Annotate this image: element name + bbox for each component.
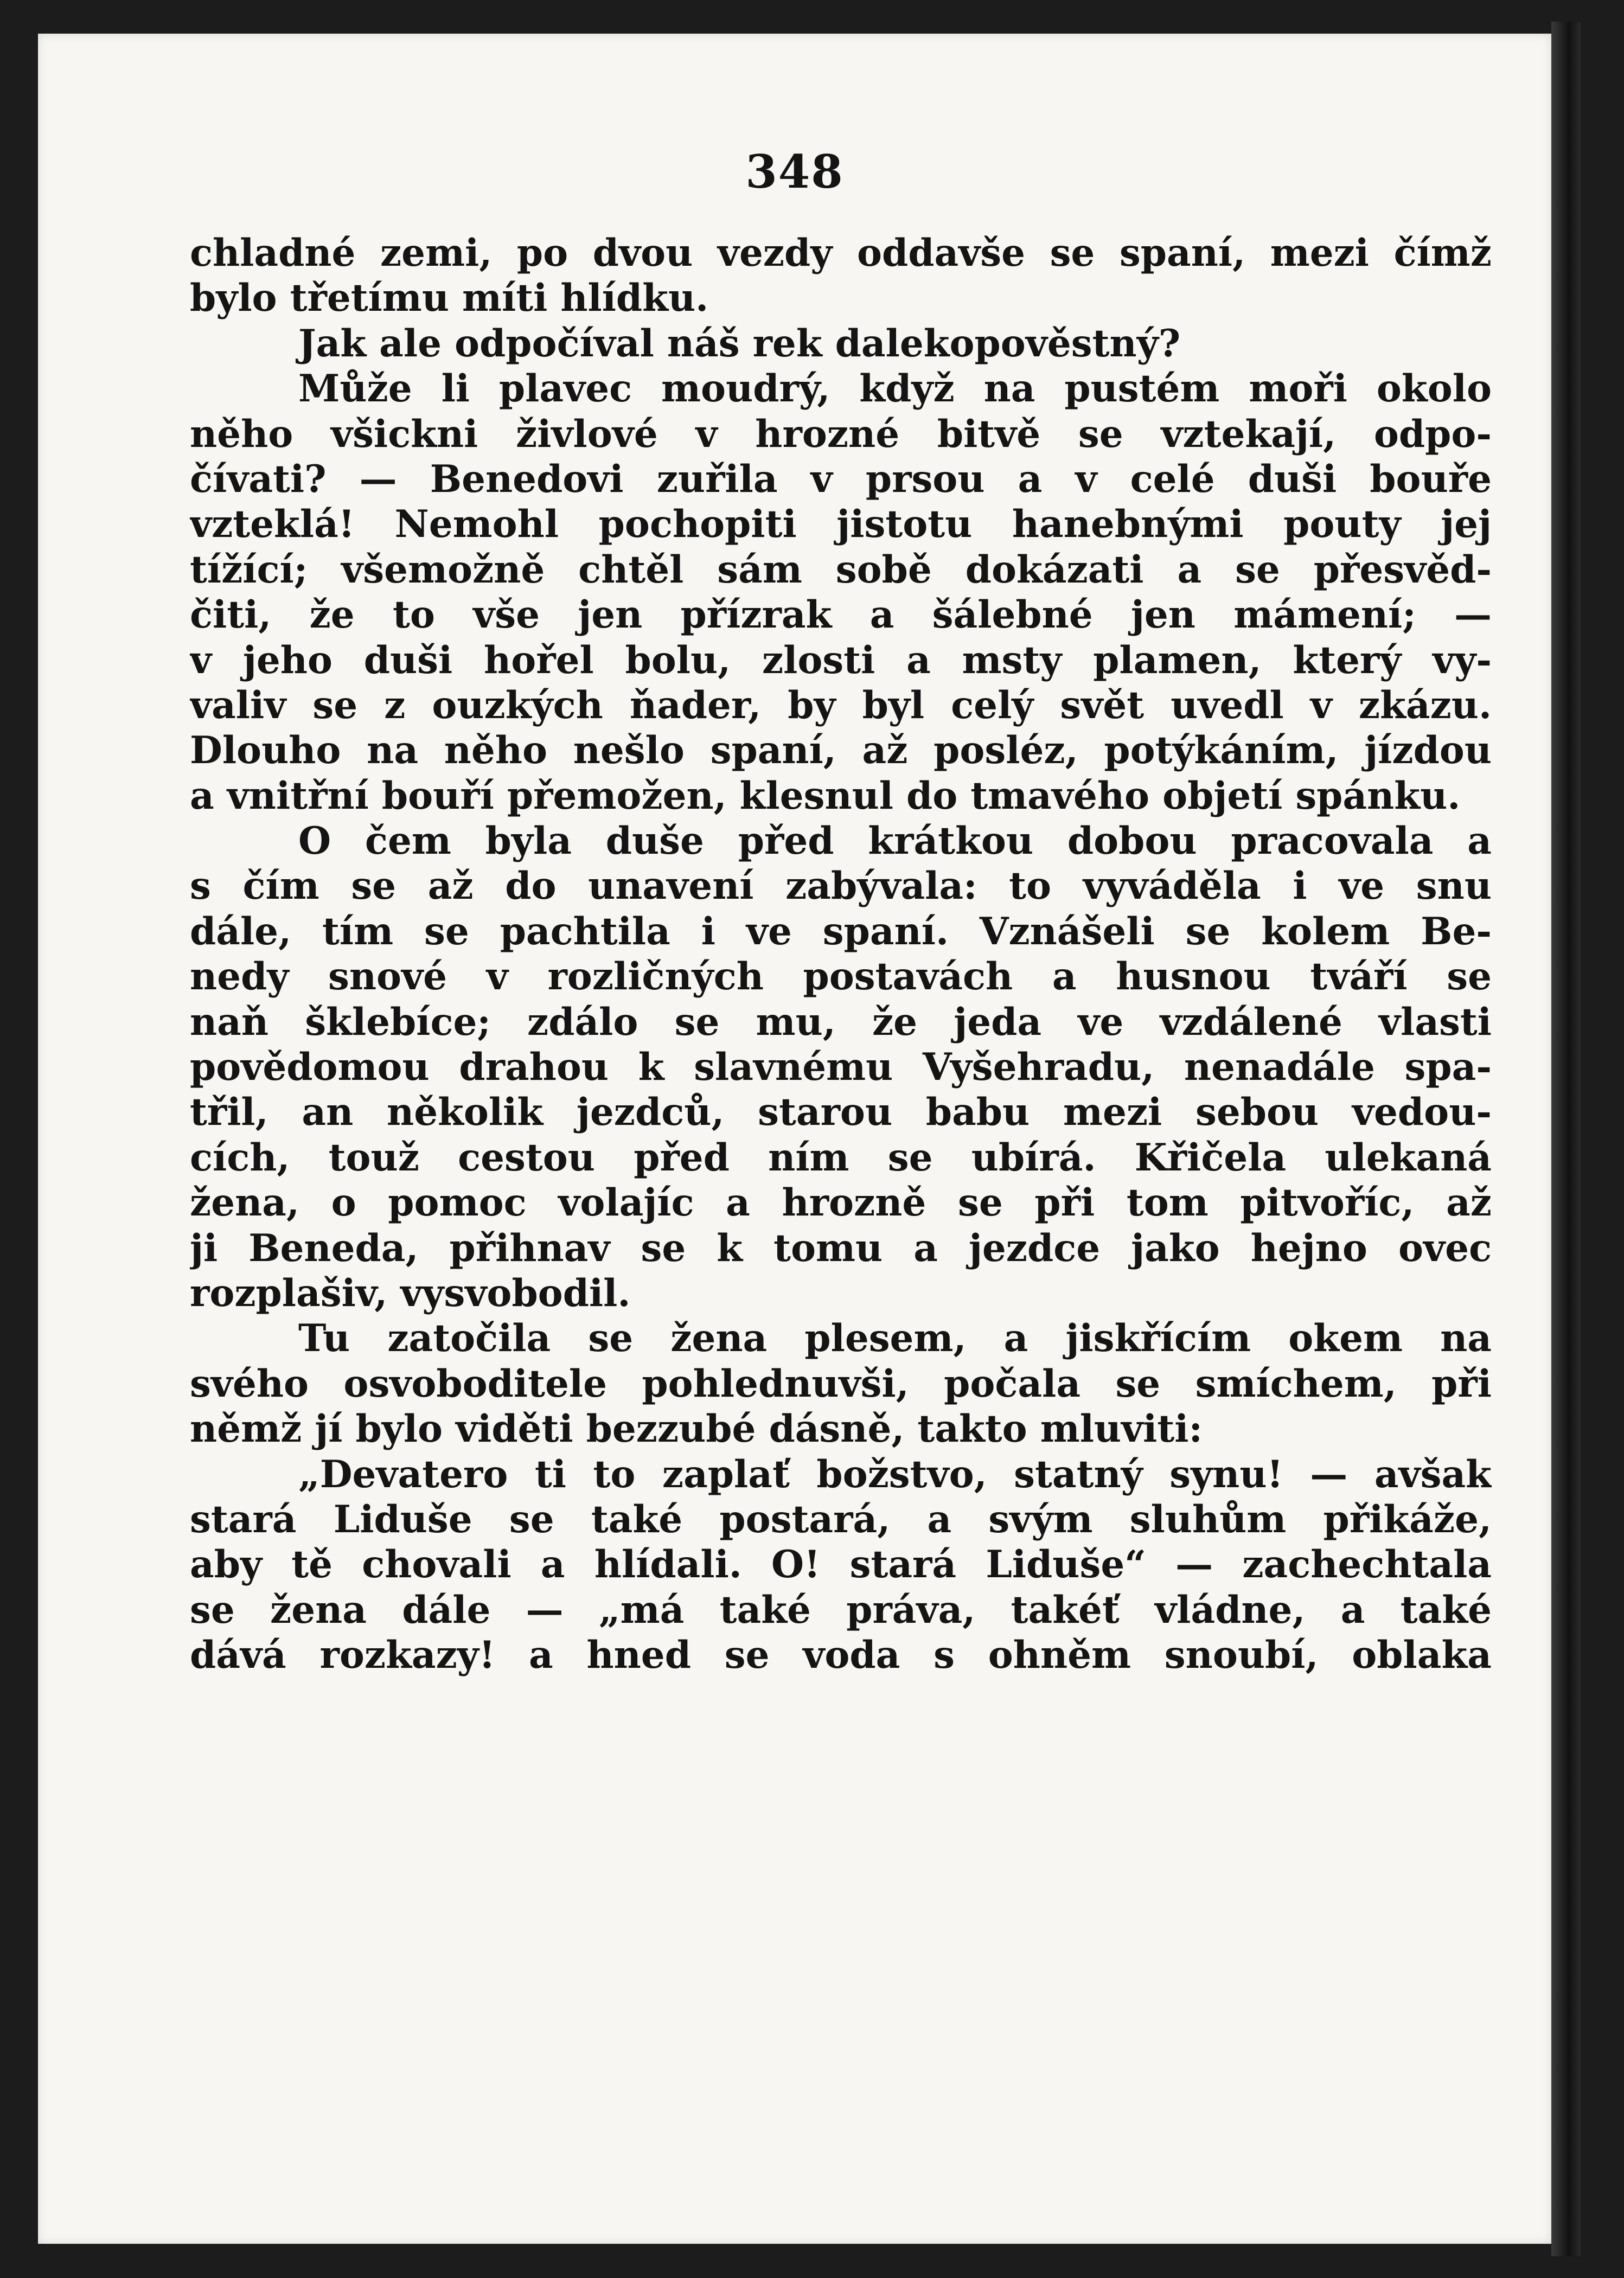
text-line: tížící; všemožně chtěl sám sobě dokázati a se přesvěd- (190, 547, 1492, 592)
body-text (190, 231, 1492, 1678)
text-line: ji Beneda, přihnav se k tomu a jezdce jako hejno ovec (190, 1226, 1492, 1270)
text-line: čívati? — Benedovi zuřila v prsou a v celé duši bouře (190, 457, 1492, 501)
text-line: stará Liduše se také postará, a svým sluhům přikáže, (190, 1497, 1492, 1541)
text-line: povědomou drahou k slavnému Vyšehradu, nenadále spa- (190, 1045, 1492, 1090)
text-line: se žena dále — „má také práva, takéť vládne, a také (190, 1588, 1492, 1632)
text-line: valiv se z ouzkých ňader, by byl celý svět uvedl v zkázu. (190, 683, 1492, 727)
text-line: svého osvoboditele pohlednuvši, počala se smíchem, při (190, 1361, 1492, 1406)
book-spine-edge (1551, 22, 1581, 2256)
text-line: Tu zatočila se žena plesem, a jiskřícím okem na (298, 1316, 1492, 1361)
text-line: naň šklebíce; zdálo se mu, že jeda ve vzdálené vlasti (190, 1000, 1492, 1044)
text-line: cích, touž cestou před ním se ubírá. Křičela ulekaná (190, 1135, 1492, 1180)
text-line: vzteklá! Nemohl pochopiti jistotu hanebnými pouty jej (190, 502, 1492, 547)
text-line: aby tě chovali a hlídali. O! stará Liduše“ — zachechtala (190, 1543, 1492, 1587)
text-line: O čem byla duše před krátkou dobou pracovala a (298, 819, 1492, 863)
text-line: něho všickni živlové v hrozné bitvě se vztekají, odpo- (190, 412, 1492, 456)
text-line: a vnitřní bouří přemožen, klesnul do tmavého objetí spánku. (190, 773, 1461, 818)
text-line: s čím se až do unavení zabývala: to vyváděla i ve snu (190, 864, 1492, 908)
text-line: dále, tím se pachtila i ve spaní. Vznášeli se kolem Be- (190, 909, 1492, 954)
text-line: dává rozkazy! a hned se voda s ohněm snoubí, oblaka (190, 1633, 1492, 1678)
text-line: nedy snové v rozličných postavách a husnou tváří se (190, 955, 1492, 999)
text-line: žena, o pomoc volajíc a hrozně se při tom pitvoříc, až (190, 1181, 1492, 1225)
page-number: 348 (745, 145, 844, 199)
text-line: bylo třetímu míti hlídku. (190, 276, 709, 321)
text-line: v jeho duši hořel bolu, zlosti a msty plamen, který vy- (190, 638, 1492, 682)
text-line: „Devatero ti to zaplať božstvo, statný synu! — avšak (298, 1452, 1492, 1496)
text-line: Může li plavec moudrý, když na pustém moři okolo (298, 367, 1492, 411)
text-line: Dlouho na něho nešlo spaní, až posléz, potýkáním, jízdou (190, 728, 1492, 773)
text-line: čiti, že to vše jen přízrak a šálebné jen mámení; — (190, 593, 1492, 637)
text-line: rozplašiv, vysvobodil. (190, 1271, 631, 1315)
text-line: chladné zemi, po dvou vezdy oddavše se spaní, mezi čímž (190, 231, 1492, 275)
text-line: němž jí bylo viděti bezzubé dásně, takto mluviti: (190, 1407, 1203, 1451)
text-line: třil, an několik jezdců, starou babu mezi sebou vedou- (190, 1090, 1492, 1135)
text-line: Jak ale odpočíval náš rek dalekopověstný? (298, 321, 1181, 366)
